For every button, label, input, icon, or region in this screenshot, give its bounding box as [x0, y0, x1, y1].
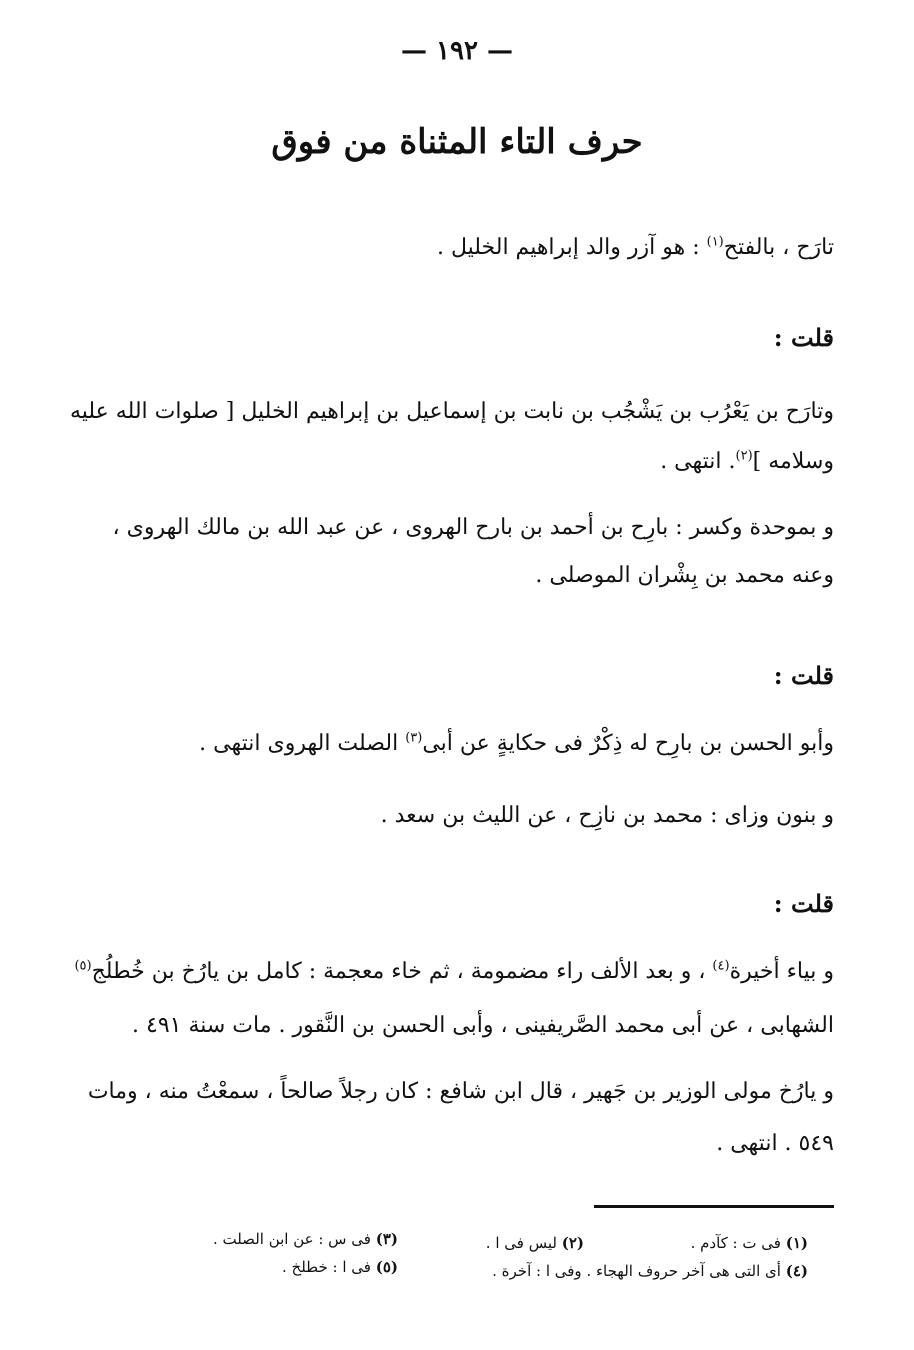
qult-heading-2: قلت :	[773, 661, 834, 690]
footnote-5-text: فى ا : خطلخ .	[281, 1258, 371, 1276]
entry-text: و بياء أخيرة	[729, 959, 834, 984]
entry-yarukh-mawla-line-2: ٥٤٩ . انتهى .	[716, 1131, 834, 1156]
footnote-3	[213, 1228, 398, 1250]
footnote-2-text: ليس فى ا .	[485, 1234, 557, 1252]
footnote-3-number: (٣)	[375, 1230, 398, 1248]
entry-text: . انتهى .	[660, 449, 736, 474]
footnote-2-number: (٢)	[561, 1234, 584, 1252]
entry-text: الصلت الهروى انتهى .	[199, 731, 406, 756]
footnote-1-text: فى ت : كآدم .	[690, 1234, 781, 1252]
page-number: — ١٩٢ —	[400, 36, 514, 66]
entry-text: : هو آزر والد إبراهيم الخليل .	[436, 235, 707, 260]
footnote-ref-1: (١)	[706, 234, 724, 250]
entry-barih-line-2: وعنه محمد بن بِشْران الموصلى .	[535, 563, 834, 588]
entry-yarukh-line-2: الشهابى ، عن أبى محمد الصَّريفينى ، وأبى الحسن بن النَّقور . مات سنة ٤٩١ .	[132, 1013, 834, 1038]
entry-text: ، و بعد الألف راء مضمومة ، ثم خاء معجمة : كامل بن يارُخ بن خُطلُج	[91, 959, 713, 984]
entry-yarukh-mawla-line-1: و يارُخ مولى الوزير بن جَهير ، قال ابن شافع : كان رجلاً صالحاً ، سمعْتُ منه ، ومات	[87, 1079, 834, 1104]
footnote-2	[486, 1232, 584, 1254]
footnote-ref-5: (٥)	[74, 958, 92, 974]
footnote-5	[282, 1256, 398, 1278]
entry-text: وسلامه ]	[752, 449, 834, 474]
footnote-ref-4: (٤)	[712, 958, 730, 974]
footnote-4	[492, 1260, 808, 1282]
entry-yarukh-line-1	[74, 952, 834, 992]
entry-text: تارَح ، بالفتح	[723, 235, 834, 260]
qult-heading-3: قلت :	[773, 889, 834, 918]
entry-nazih-line: و بنون وزاى : محمد بن نازِح ، عن الليث بن سعد .	[380, 803, 834, 828]
section-title: حرف التاء المثناة من فوق	[271, 122, 643, 162]
footnote-1-number: (١)	[785, 1234, 808, 1252]
footnote-5-number: (٥)	[375, 1258, 398, 1276]
footnote-separator	[594, 1205, 834, 1208]
entry-barih-line-1: و بموحدة وكسر : بارِح بن أحمد بن بارح الهروى ، عن عبد الله بن مالك الهروى ،	[112, 515, 834, 540]
footnote-ref-2: (٢)	[735, 448, 753, 464]
footnote-4-text: أى التى هى آخر حروف الهجاء . وفى ا : آخرة .	[492, 1262, 781, 1280]
entry-tarah-ibn-yarub-line-2	[80, 442, 834, 482]
footnote-1	[691, 1232, 808, 1254]
entry-tarah-line	[80, 228, 834, 268]
footnote-4-number: (٤)	[785, 1262, 808, 1280]
qult-heading-1: قلت :	[773, 323, 834, 352]
entry-abu-al-hasan-line	[80, 724, 834, 764]
footnote-ref-3: (٣)	[405, 730, 423, 746]
entry-tarah-ibn-yarub-line-1: وتارَح بن يَعْرُب بن يَشْجُب بن نابت بن إسماعيل بن إبراهيم الخليل [ صلوات الله عليه	[69, 399, 834, 424]
entry-text: وأبو الحسن بن بارِح له ذِكْرٌ فى حكايةٍ عن أبى	[422, 731, 834, 756]
footnote-3-text: فى س : عن ابن الصلت .	[212, 1230, 371, 1248]
